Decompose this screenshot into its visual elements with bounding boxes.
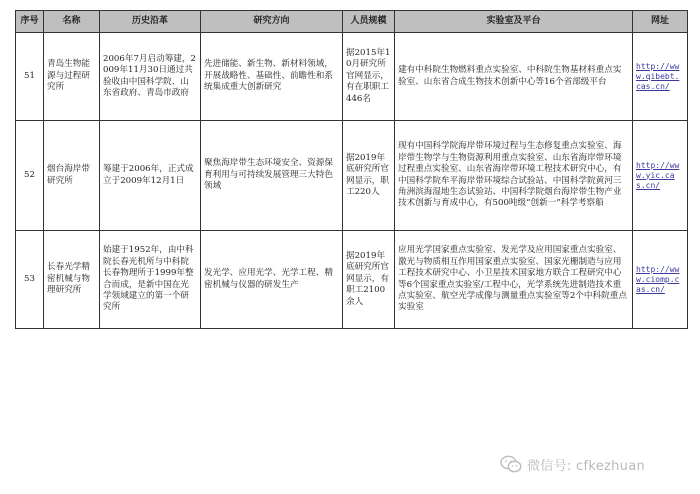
cell-staff: 据2019年底研究所官网显示，有职工2100余人 xyxy=(343,231,395,329)
header-history: 历史沿革 xyxy=(100,11,201,33)
header-staff: 人员规模 xyxy=(343,11,395,33)
cell-url-link[interactable]: http://www.ciomp.cas.cn/ xyxy=(633,231,688,329)
header-url: 网址 xyxy=(633,11,688,33)
wechat-watermark xyxy=(500,452,645,476)
cell-no: 51 xyxy=(16,33,44,121)
cell-no: 52 xyxy=(16,121,44,231)
cell-labs: 现有中国科学院海岸带环境过程与生态修复重点实验室、海岸带生物学与生物资源利用重点实验室、山东省海岸带环境过程重点实验室、山东省海岸带环境工程技术研究中心，有中国科学院牟平海岸带环境综合试验站、中国科学院黄河三角洲滨海湿地生态试验站、中国科学院烟台海岸带生物产业技术创新与育成中心，有500吨级“创新一”科学考察船 xyxy=(395,121,633,231)
cell-history: 2006年7月启动筹建，2009年11月30日通过共验收由中国科学院、山东省政府、青岛市政府 xyxy=(100,33,201,121)
header-labs: 实验室及平台 xyxy=(395,11,633,33)
header-direction: 研究方向 xyxy=(201,11,343,33)
cell-url-link[interactable]: http://www.yic.cas.cn/ xyxy=(633,121,688,231)
cell-no: 53 xyxy=(16,231,44,329)
cell-url-link[interactable]: http://www.qibebt.cas.cn/ xyxy=(633,33,688,121)
cell-labs: 应用光学国家重点实验室、发光学及应用国家重点实验室、激光与物质相互作用国家重点实验室、国家光栅制造与应用工程技术研究中心、小卫星技术国家地方联合工程研究中心等6个国家重点实验室/工程中心，光学系统先进制造技术重点实验室、航空光学成像与测量重点实验室等2个中科院重点实验室 xyxy=(395,231,633,329)
table-row xyxy=(16,121,688,231)
institute-table xyxy=(15,10,688,329)
cell-labs: 建有中科院生物燃料重点实验室、中科院生物基材料重点实验室、山东省合成生物技术创新中心等16个省部级平台 xyxy=(395,33,633,121)
table-row xyxy=(16,231,688,329)
cell-staff: 据2015年10月研究所官网显示，有在职职工446名 xyxy=(343,33,395,121)
watermark-text: 微信号: cfkezhuan xyxy=(527,458,646,474)
cell-name: 长春光学精密机械与物理研究所 xyxy=(44,231,100,329)
cell-name: 青岛生物能源与过程研究所 xyxy=(44,33,100,121)
cell-history: 始建于1952年，由中科院长春光机所与中科院长春物理所于1999年整合而成，是新中国在光学领域建立的第一个研究所 xyxy=(100,231,201,329)
cell-direction: 发光学、应用光学、光学工程、精密机械与仪器的研发生产 xyxy=(201,231,343,329)
table-header-row xyxy=(16,11,688,33)
cell-staff: 据2019年底研究所官网显示，职工220人 xyxy=(343,121,395,231)
header-name: 名称 xyxy=(44,11,100,33)
cell-direction: 先进储能、新生物、新材料领域，开展战略性、基础性、前瞻性和系统集成重大创新研究 xyxy=(201,33,343,121)
cell-direction: 聚焦海岸带生态环境安全、资源保育利用与可持续发展管理三大特色领域 xyxy=(201,121,343,231)
header-no: 序号 xyxy=(16,11,44,33)
table-row xyxy=(16,33,688,121)
cell-name: 烟台海岸带研究所 xyxy=(44,121,100,231)
cell-history: 筹建于2006年，正式成立于2009年12月1日 xyxy=(100,121,201,231)
wechat-icon xyxy=(500,455,522,473)
